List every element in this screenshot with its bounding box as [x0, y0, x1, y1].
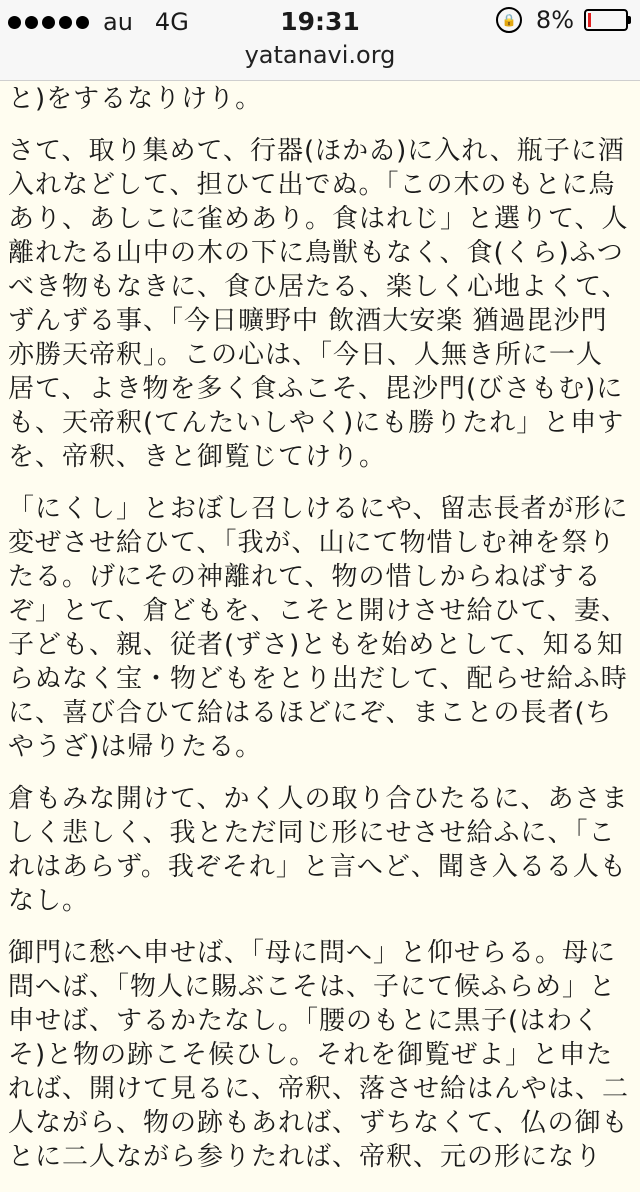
paragraph — [8, 782, 636, 918]
text-line: に、喜び合ひて給はるほどにぞ、まことの長者(ち — [8, 698, 613, 728]
battery-icon — [584, 9, 628, 31]
text-line: 人ながら、物の跡もあれば、ずちなくて、仏の御も — [8, 1108, 629, 1138]
text-line: 申せば、するかたなし。「腰のもとに黒子(はわく — [8, 1006, 601, 1036]
status-time: 19:31 — [280, 7, 360, 36]
text-line: ずんずる事、「今日曠野中 飲酒大安楽 猶過毘沙門 — [8, 306, 608, 336]
battery-fill — [588, 13, 591, 27]
text-line: やうざ)は帰りたる。 — [8, 732, 263, 762]
text-line: 離れたる山中の木の下に鳥獣もなく、食(くら)ふつ — [8, 238, 624, 268]
text-line: そ)と物の跡こそ候ひし。それを御覧ぜよ」と申た — [8, 1040, 614, 1070]
text-line: 「にくし」とおぼし召しけるにや、留志長者が形に — [8, 494, 629, 524]
text-line: さて、取り集めて、行器(ほかゐ)に入れ、瓶子に酒 — [8, 136, 625, 166]
text-line: 子ども、親、従者(ずさ)ともを始めとして、知る知 — [8, 630, 624, 660]
text-line: あり、あしこに雀めあり。食はれじ」と選りて、人 — [8, 204, 629, 234]
text-line: 問へば、「物人に賜ぶこそは、子にて候ふらめ」と — [8, 972, 617, 1002]
text-line: たる。げにその神離れて、物の惜しからねばする — [8, 562, 602, 592]
text-line: 亦勝天帝釈」。この心は、「今日、人無き所に一人 — [8, 340, 604, 370]
paragraph — [8, 492, 636, 764]
text-line: 入れなどして、担ひて出でぬ。「この木のもとに烏 — [8, 170, 616, 200]
status-bar — [0, 0, 640, 40]
article-content — [8, 82, 636, 1192]
text-line: とに二人ながら参りたれば、帝釈、元の形になり — [8, 1142, 603, 1172]
text-line: べき物もなきに、食ひ居たる、楽しく心地よくて、 — [8, 272, 629, 302]
text-line: ぞ」とて、倉どもを、こそと開けさせ給ひて、妻、 — [8, 596, 628, 626]
paragraph — [8, 936, 636, 1174]
text-line: と)をするなりけり。 — [8, 84, 263, 114]
text-line: 居て、よき物を多く食ふこそ、毘沙門(びさもむ)に — [8, 374, 624, 404]
text-line: 倉もみな開けて、かく人の取り合ひたるに、あさま — [8, 784, 629, 814]
text-line: なし。 — [8, 886, 90, 916]
text-line: 御門に愁へ申せば、「母に問へ」と仰せらる。母に — [8, 938, 617, 968]
network-type: 4G — [154, 8, 189, 36]
carrier-label: au — [103, 8, 133, 36]
text-line: れば、開けて見るに、帝釈、落させ給はんやは、二 — [8, 1074, 630, 1104]
paragraph — [8, 134, 636, 474]
text-line: 変ぜさせ給ひて、「我が、山にて物惜しむ神を祭り — [8, 528, 616, 558]
paragraph — [8, 82, 636, 116]
rotation-lock-icon: 🔒 — [496, 7, 522, 33]
text-line: れはあらず。我ぞそれ」と言へど、聞き入るる人も — [8, 852, 627, 882]
text-line: らぬなく宝・物どもをとり出だして、配らせ給ふ時 — [8, 664, 628, 694]
battery-percent: 8% — [535, 6, 574, 34]
status-right — [496, 6, 628, 34]
address-bar[interactable] — [0, 40, 640, 81]
text-line: も、天帝釈(てんたいしやく)にも勝りたれ」と申す — [8, 408, 625, 438]
url-text[interactable]: yatanavi.org — [244, 41, 396, 69]
text-line: を、帝釈、きと御覧じてけり。 — [8, 442, 387, 472]
text-line: しく悲しく、我とただ同じ形にせさせ給ふに、「こ — [8, 818, 616, 848]
